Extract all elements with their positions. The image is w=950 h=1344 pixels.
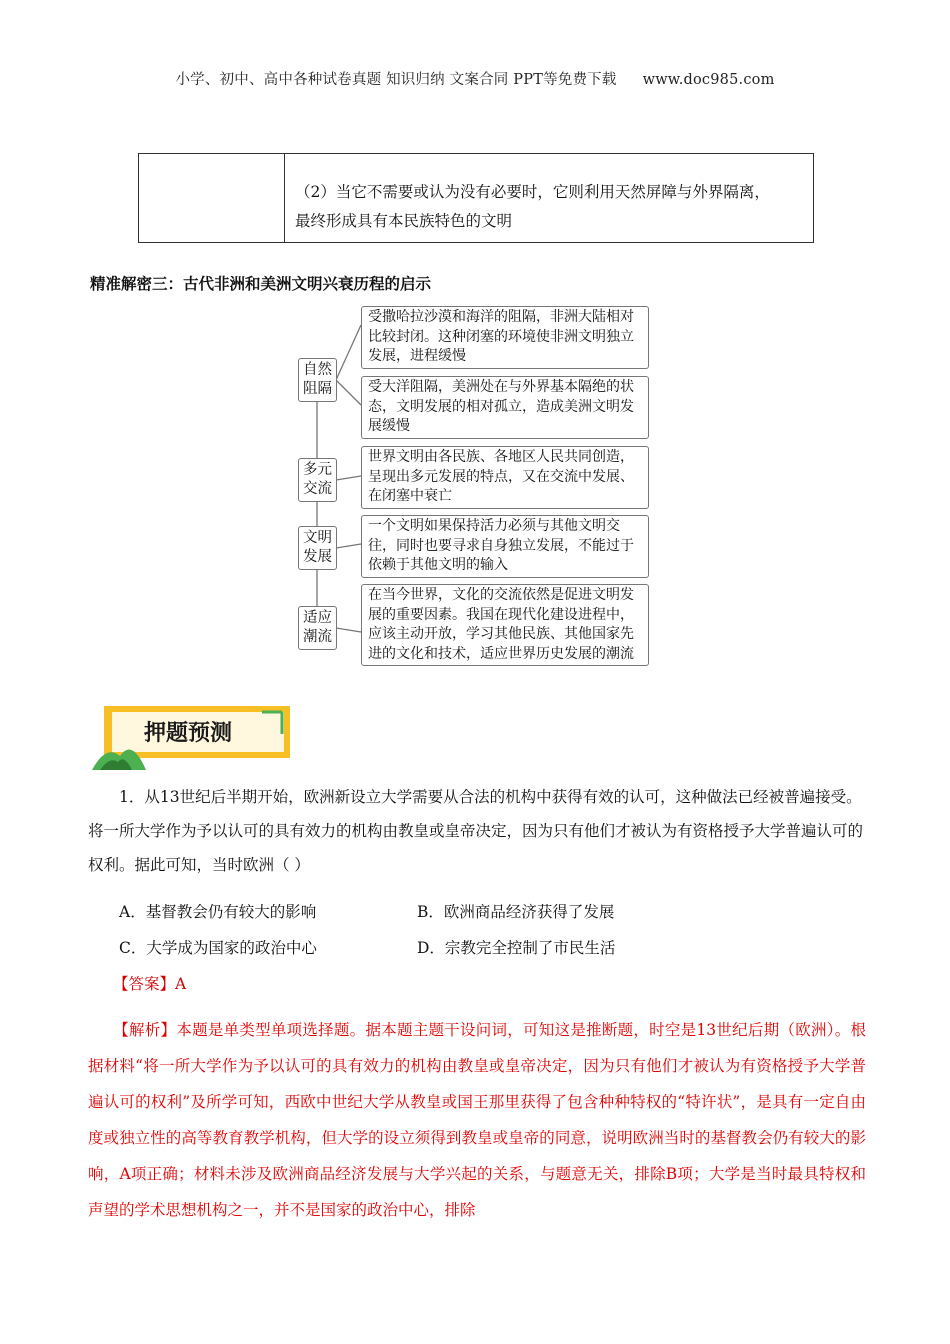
connector-development xyxy=(336,544,361,548)
mindmap-box-america: 受大洋阻隔，美洲处在与外界基本隔绝的状态，文明发展的相对孤立，造成美洲文明发展缓慢 xyxy=(361,376,649,439)
header-text: 小学、初中、高中各种试卷真题 知识归纳 文案合同 PPT等免费下载 xyxy=(175,72,617,88)
option-d[interactable]: D．宗教完全控制了市民生活 xyxy=(417,939,616,957)
mindmap-box-trend: 在当今世界，文化的交流依然是促进文明发展的重要因素。我国在现代化建设进程中，应该主动开放，学习其他民族、其他国家先进的文化和技术，适应世界历史发展的潮流 xyxy=(361,584,649,666)
answer-value: A xyxy=(175,975,187,993)
tag-line: 阻隔 xyxy=(303,381,332,397)
summary-table xyxy=(138,153,814,243)
option-b[interactable]: B．欧洲商品经济获得了发展 xyxy=(417,903,615,921)
table-cell-content xyxy=(285,154,814,243)
mindmap-tag-exchange xyxy=(298,458,337,502)
badge-title: 押题预测 xyxy=(144,721,233,746)
option-a[interactable]: A．基督教会仍有较大的影响 xyxy=(119,903,317,921)
section-title: 精准解密三：古代非洲和美洲文明兴衰历程的启示 xyxy=(90,275,432,293)
tag-line: 文明 xyxy=(303,530,332,546)
connector-exchange xyxy=(336,476,361,480)
table-cell-empty xyxy=(139,154,285,243)
tag-line: 潮流 xyxy=(303,629,332,645)
mindmap-box-diversity: 世界文明由各民族、各地区人民共同创造，呈现出多元发展的特点，又在交流中发展、在闭塞中衰亡 xyxy=(361,446,649,509)
tag-line: 多元 xyxy=(303,462,332,478)
table-line-1: （2）当它不需要或认为没有必要时，它则利用天然屏障与外界隔离， xyxy=(295,183,770,201)
section-badge xyxy=(92,704,298,770)
answer-line xyxy=(113,972,186,994)
tag-line: 自然 xyxy=(303,362,332,378)
connector-nature-lower xyxy=(336,380,361,405)
header-site[interactable]: www.doc985.com xyxy=(642,72,775,88)
connector-nature-upper xyxy=(336,325,361,380)
explanation-label: 【解析】 xyxy=(113,1021,177,1039)
mindmap-tag-trend xyxy=(298,606,337,650)
explanation-text: 本题是单类型单项选择题。据本题主题干设问词，可知这是推断题，时空是13世纪后期（欧洲）。根据材料“将一所大学作为予以认可的具有效力的机构由教皇或皇帝决定，因为只有他们才被认为有资格授予大学普遍认可的权利”及所学可知，西欧中世纪大学从教皇或国王那里获得了包含种种特权的“特许状”，是具有一定自由度或独立性的高等教育教学机构，但大学的设立须得到教皇或皇帝的同意，说明欧洲当时的基督教会仍有较大的影响，A项正确；材料未涉及欧洲商品经济发展与大学兴起的关系，与题意无关，排除B项；大学是当时最具特权和声望的学术思想机构之一，并不是国家的政治中心，排除 xyxy=(88,1021,866,1219)
mindmap-box-exchange: 一个文明如果保持活力必须与其他文明交往，同时也要寻求自身独立发展，不能过于依赖于其他文明的输入 xyxy=(361,515,649,578)
table-line-2: 最终形成具有本民族特色的文明 xyxy=(295,212,513,230)
question-stem: 1．从13世纪后半期开始，欧洲新设立大学需要从合法的机构中获得有效的认可，这种做法已经被普遍接受。将一所大学作为予以认可的具有效力的机构由教皇或皇帝决定，因为只有他们才被认为有资格授予大学普遍认可的权利。据此可知，当时欧洲（ ） xyxy=(88,788,864,874)
option-c[interactable]: C．大学成为国家的政治中心 xyxy=(119,939,317,957)
mindmap-tag-nature xyxy=(298,358,337,402)
tag-line: 交流 xyxy=(303,481,332,497)
page-header xyxy=(0,68,950,89)
mindmap-tag-development xyxy=(298,526,337,570)
answer-label: 【答案】 xyxy=(113,975,176,993)
explanation xyxy=(88,1012,866,1228)
tag-line: 发展 xyxy=(303,549,332,565)
tag-line: 适应 xyxy=(303,610,332,626)
mindmap-box-africa: 受撒哈拉沙漠和海洋的阻隔，非洲大陆相对比较封闭。这种闭塞的环境使非洲文明独立发展，进程缓慢 xyxy=(361,306,649,369)
connector-trend xyxy=(336,628,361,632)
